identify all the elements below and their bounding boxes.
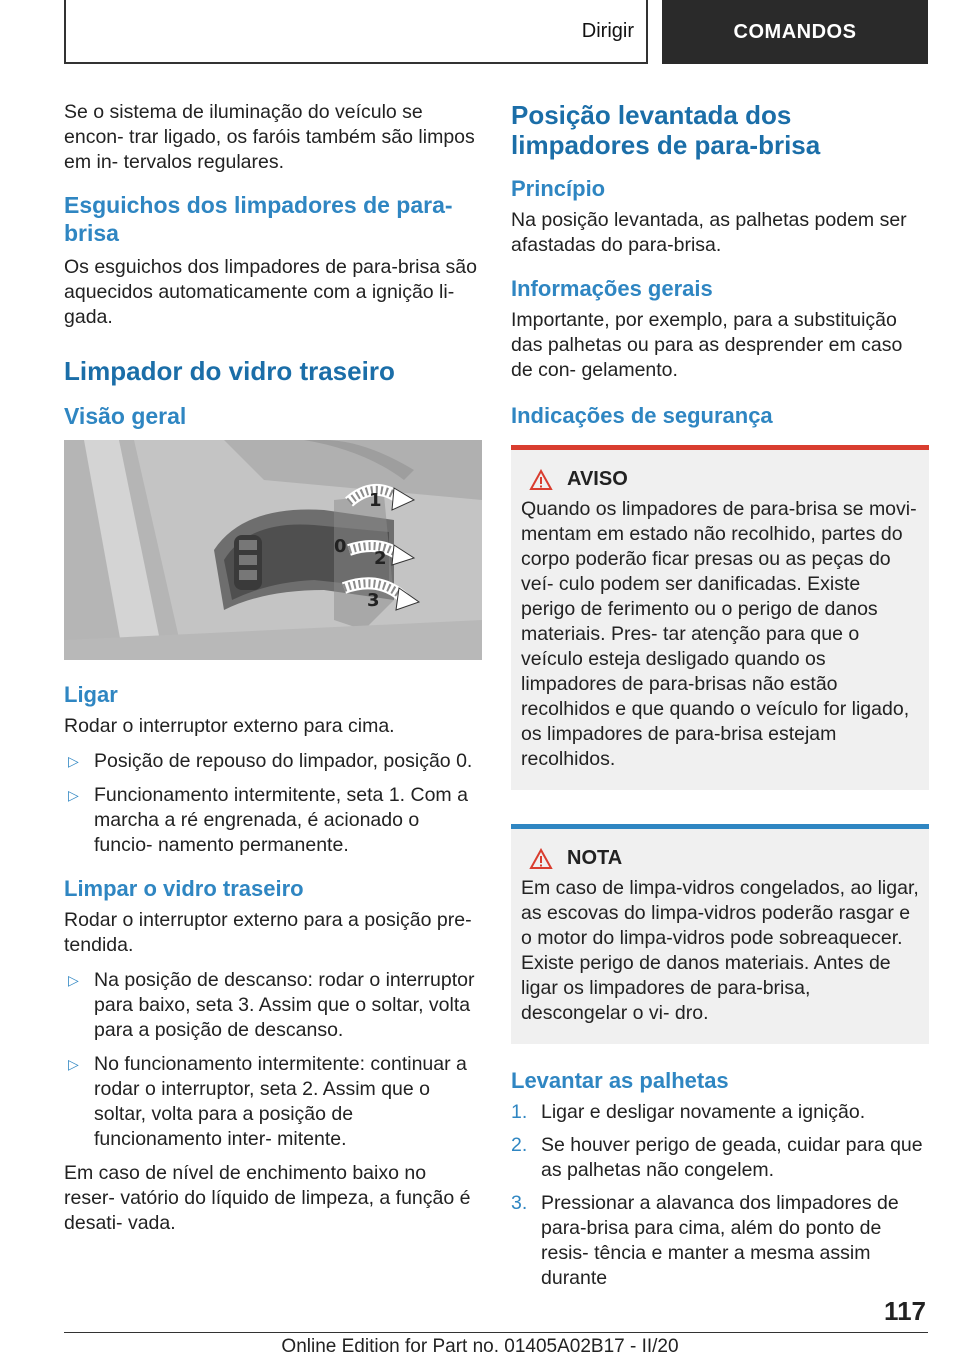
figure-label-2: 2: [374, 548, 387, 569]
heading-on: Ligar: [64, 682, 118, 707]
heading-safety: Indicações de segurança: [511, 403, 773, 428]
footer-edition: Online Edition for Part no. 01405A02B17 - II/20: [281, 1336, 679, 1357]
warning-text: Quando os limpadores de para-brisa se movi‐ mentam em estado não recolhido, partes do corpo poderão ficar presas ou as peças do veí‐ culo podem ser danificadas. Existe perigo de ferimento ou o perigo de danos materiais. Pres‐ tar atenção para que o veículo esteja desligado quando os limpadores de para-brisas não estão recolhidos e que quando o veículo for ligado, os limpadores de para-brisa estejam recolhidos.: [521, 498, 917, 770]
bullet-triangle-icon: ▷: [68, 787, 79, 803]
bullet-triangle-icon: ▷: [68, 1056, 79, 1072]
heading-rear-wiper: Limpador do vidro traseiro: [64, 356, 395, 386]
note-title: NOTA: [567, 847, 623, 869]
footer-divider: [64, 1332, 928, 1333]
list-item: ▷ Funcionamento intermitente, seta 1. Com a marcha a ré engrenada, é acionado o funcio‐ namento permanente.: [68, 784, 468, 856]
outro-paragraph: Em caso de nível de enchimento baixo no reser‐ vatório do líquido de limpeza, a função é desati‐ vada.: [64, 1162, 471, 1234]
general-paragraph: Importante, por exemplo, para a substituição das palhetas ou para as desprender em caso de con‐ gelamento.: [511, 309, 903, 381]
heading-overview: Visão geral: [64, 403, 187, 429]
list-item: ▷ No funcionamento intermitente: continuar a rodar o interruptor, seta 2. Assim que o soltar, volta para a posição de funcionamento inter‐ mitente.: [68, 1053, 467, 1150]
page-header: [64, 0, 928, 66]
note-box: [511, 824, 929, 1044]
bullet-triangle-icon: ▷: [68, 972, 79, 988]
nozzles-paragraph: Os esguichos dos limpadores de para-brisa são aquecidos automaticamente com a ignição li‐ gada.: [64, 256, 477, 328]
list-item: 1. Ligar e desligar novamente a ignição.: [511, 1101, 866, 1123]
wiper-switch-illustration: [64, 440, 482, 660]
figure-label-1: 1: [369, 490, 382, 511]
section-title: Dirigir: [64, 0, 648, 64]
list-item: ▷ Posição de repouso do limpador, posição 0.: [68, 750, 473, 772]
warning-header: [521, 468, 919, 491]
heading-clean: Limpar o vidro traseiro: [64, 876, 304, 901]
list-item: ▷ Na posição de descanso: rodar o interruptor para baixo, seta 3. Assim que o soltar, volta para a posição de descanso.: [68, 969, 475, 1041]
right-column: [511, 100, 929, 1299]
wiper-switch-figure: [64, 440, 482, 660]
clean-paragraph: Rodar o interruptor externo para a posição pre‐ tendida.: [64, 909, 472, 956]
list-item: 3. Pressionar a alavanca dos limpadores de para-brisa para cima, além do ponto de resis‐ tência e manter a mesma assim durante: [511, 1192, 899, 1289]
warning-triangle-icon: [529, 848, 553, 870]
heading-principle: Princípio: [511, 176, 606, 201]
warning-box: [511, 445, 929, 790]
principle-paragraph: Na posição levantada, as palhetas podem ser afastadas do para-brisa.: [511, 209, 907, 256]
warning-title: AVISO: [567, 468, 628, 490]
heading-general-info: Informações gerais: [511, 276, 713, 301]
warning-triangle-icon: [529, 469, 553, 491]
on-paragraph: Rodar o interruptor externo para cima.: [64, 715, 395, 737]
chapter-tab: COMANDOS: [662, 0, 928, 64]
list-item: 2. Se houver perigo de geada, cuidar para que as palhetas não congelem.: [511, 1134, 923, 1181]
note-header: [521, 847, 919, 870]
page-number: 117: [884, 1296, 926, 1326]
figure-label-3: 3: [367, 590, 380, 611]
intro-paragraph: Se o sistema de iluminação do veículo se encon‐ trar ligado, os faróis também são limpos em in‐ tervalos regulares.: [64, 101, 475, 173]
heading-lift-blades: Levantar as palhetas: [511, 1068, 729, 1093]
heading-nozzles: Esguichos dos limpadores de para‐ brisa: [64, 192, 453, 246]
heading-raised-position: Posição levantada dos limpadores de para-brisa: [511, 100, 821, 160]
bullet-triangle-icon: ▷: [68, 753, 79, 769]
left-column: [64, 100, 482, 1246]
figure-label-0: 0: [334, 536, 347, 557]
note-text: Em caso de limpa-vidros congelados, ao ligar, as escovas do limpa-vidros poderão rasgar e o motor do limpa-vidros pode sobreaquecer. Existe perigo de danos materiais. Antes de ligar os limpadores de para-brisa, descongelar o vi‐ dro.: [521, 877, 919, 1024]
